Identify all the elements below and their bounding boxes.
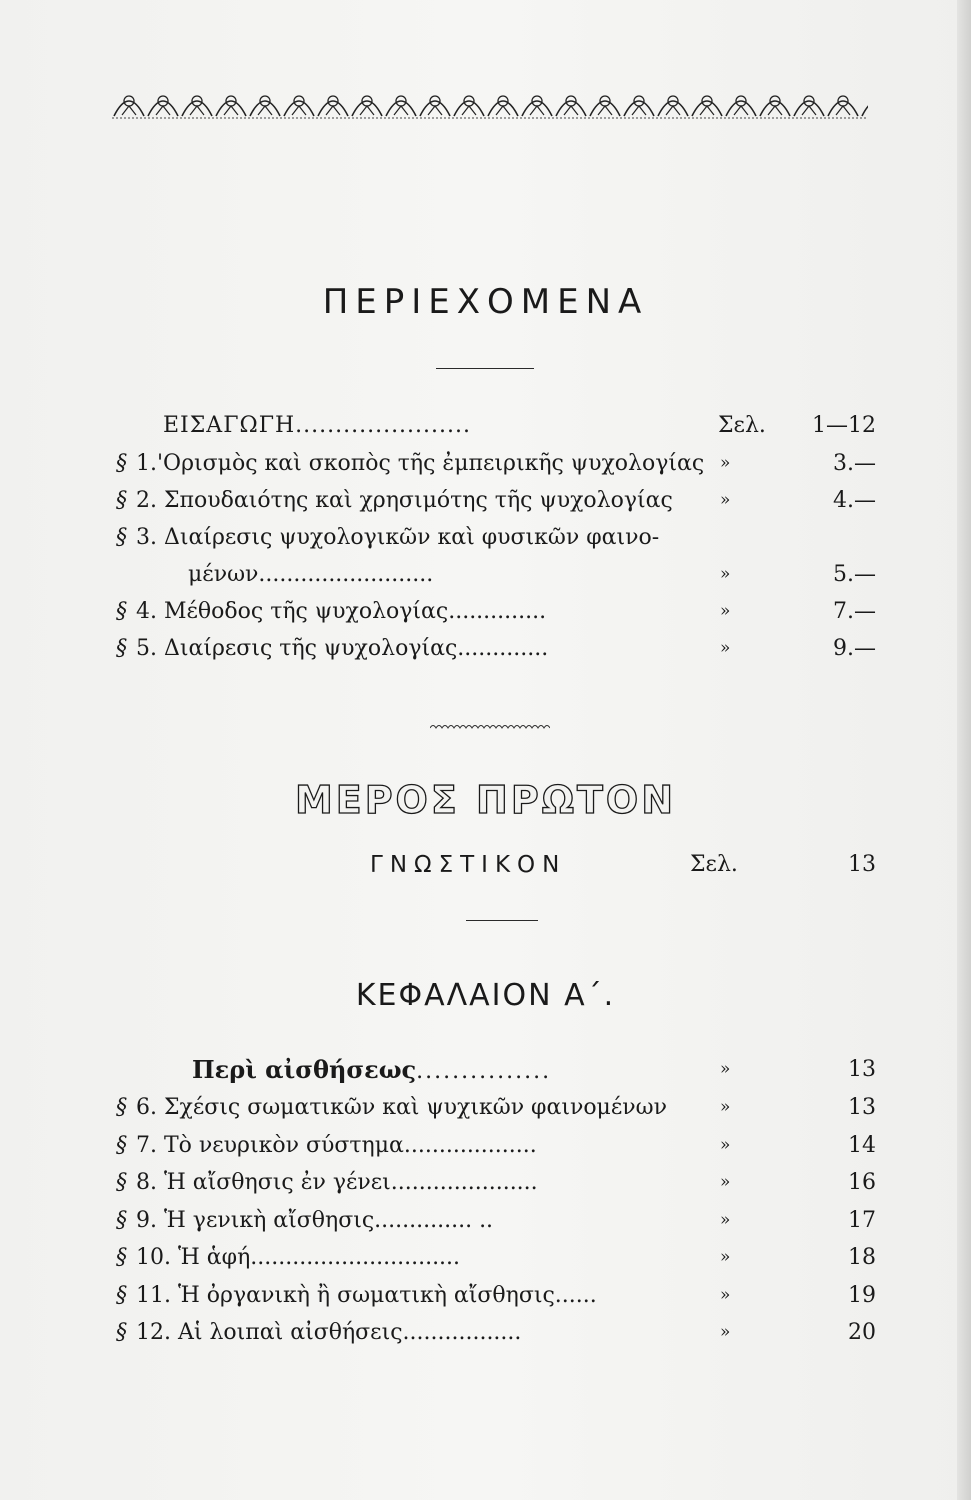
toc-row [0, 1203, 971, 1239]
ditto-mark: » [720, 1284, 731, 1305]
ornament-motif [692, 96, 722, 116]
section-sign: § [116, 1320, 127, 1345]
page-number: 3.— [833, 451, 876, 476]
intro-label: ΕΙΣΑΓΩΓΗ...................... [163, 413, 471, 438]
ornament-motif [148, 96, 178, 116]
toc-row [0, 520, 971, 556]
toc-entry-text: 5. Διαίρεσις τῆς ψυχολογίας............. [136, 636, 549, 661]
ditto-mark: » [720, 601, 731, 621]
ornament-motif [216, 96, 246, 116]
toc-entry-text: 6. Σχέσις σωματικῶν καὶ ψυχικῶν φαινομένων [136, 1095, 667, 1120]
ditto-mark: » [720, 564, 731, 584]
page-number: 19 [848, 1282, 876, 1308]
section-sign: § [116, 525, 127, 550]
part-rule [466, 920, 538, 921]
page-number: 16 [848, 1170, 876, 1195]
page-number: 18 [848, 1245, 876, 1270]
ornament-motif [488, 96, 518, 116]
ditto-mark: » [720, 1134, 731, 1155]
toc-entry-text: 8. Ἡ αἴσθησις ἐν γένει..................... [136, 1170, 538, 1195]
section-sign: § [116, 1282, 127, 1308]
toc-row [0, 557, 971, 593]
page-number: 5.— [833, 562, 876, 587]
chapter-heading-mark: » [720, 1059, 731, 1079]
ornament-motif [726, 96, 756, 116]
toc-row [0, 1165, 971, 1201]
chapter-heading-page: 13 [848, 1057, 876, 1082]
page-number: 14 [848, 1132, 876, 1158]
ornament-motif [250, 96, 280, 116]
toc-entry-text: 2. Σπουδαιότης καὶ χρησιμότης τῆς ψυχολογίας [136, 488, 673, 513]
section-sign: § [116, 1207, 127, 1233]
ornament-motif [420, 96, 450, 116]
ornament-motif [828, 96, 858, 116]
title-rule [436, 368, 534, 369]
ornament-motif [658, 96, 688, 116]
ditto-mark: » [720, 638, 731, 658]
ornament-motif [352, 96, 382, 116]
ditto-mark: » [720, 1322, 731, 1342]
ornament-motif [386, 96, 416, 116]
intro-pages: 1—12 [812, 413, 876, 438]
ornament-motif [454, 96, 484, 116]
ornament-motif [318, 96, 348, 116]
ditto-mark: » [720, 1172, 731, 1192]
toc-row [0, 631, 971, 667]
section-sign: § [116, 599, 127, 624]
page-number: 7.— [833, 599, 876, 624]
page-number: 9.— [833, 636, 876, 661]
ditto-mark: » [720, 1247, 731, 1267]
ditto-mark: » [720, 1209, 731, 1230]
toc-row [0, 1315, 971, 1351]
section-sign: § [116, 1132, 127, 1158]
ornament-motif [284, 96, 314, 116]
ditto-mark: » [720, 1097, 731, 1117]
chapter-heading-text: Περὶ αἰσθήσεως [192, 1055, 417, 1084]
ornament-motif [590, 96, 620, 116]
ornament-motif [794, 96, 824, 116]
section-sign: § [116, 636, 127, 661]
toc-row [0, 1128, 971, 1164]
part-title: ΜΕΡΟΣ ΠΡΩΤΟΝ [294, 778, 677, 822]
toc-entry-text: 11. Ἡ ὀργανικὴ ἢ σωματικὴ αἴσθησις...... [136, 1282, 597, 1308]
ornament-motif [760, 96, 790, 116]
ornament-motif [114, 96, 144, 116]
ditto-mark: » [720, 490, 731, 510]
page-number: 20 [848, 1320, 876, 1345]
page-number: 13 [848, 1095, 876, 1120]
toc-entry-text: 3. Διαίρεσις ψυχολογικῶν καὶ φυσικῶν φαινο- [136, 525, 660, 550]
toc-row [0, 483, 971, 519]
chapter-heading [192, 1052, 551, 1090]
section-sign: § [116, 451, 127, 476]
page-title: ΠΕΡΙΕΧΟΜΕΝΑ [322, 282, 649, 322]
toc-row [0, 594, 971, 630]
ornament-motif [182, 96, 212, 116]
toc-entry-text: 9. Ἡ γενικὴ αἴσθησις.............. .. [136, 1207, 494, 1233]
ornament-motif [862, 96, 868, 116]
part-subtitle: ΓΝΩΣΤΙΚΟΝ [370, 852, 567, 878]
intro-row [0, 408, 971, 444]
ornament-motif [556, 96, 586, 116]
ornament-motif [522, 96, 552, 116]
toc-entry-text: 1.'Ορισμὸς καὶ σκοπὸς τῆς ἐμπειρικῆς ψυχολογίας [136, 451, 705, 476]
part-sel: Σελ. [690, 852, 738, 877]
toc-entry-text: μένων......................... [188, 562, 434, 587]
toc-entry-text: 12. Αἱ λοιπαὶ αἰσθήσεις................. [136, 1320, 522, 1345]
page-number: 17 [848, 1207, 876, 1233]
part-page: 13 [848, 852, 876, 877]
chapter-title: ΚΕΦΑΛΑΙΟΝ Α΄. [355, 978, 616, 1013]
ornament-motif [624, 96, 654, 116]
chapter-heading-row [0, 1052, 971, 1088]
toc-row [0, 1240, 971, 1276]
section-sign: § [116, 1245, 127, 1270]
ditto-mark: » [720, 453, 731, 473]
section-sign: § [116, 488, 127, 513]
toc-entry-text: 10. Ἡ ἁφή.............................. [136, 1245, 461, 1270]
toc-row [0, 446, 971, 482]
intro-sel: Σελ. [718, 413, 766, 438]
section-sign: § [116, 1095, 127, 1120]
chapter-heading-dots: ............... [416, 1059, 552, 1084]
toc-entry-text: 7. Τὸ νευρικὸν σύστημα................... [136, 1132, 537, 1158]
toc-row [0, 1090, 971, 1126]
ornament-border [112, 84, 868, 124]
wavy-divider [430, 722, 550, 734]
section-sign: § [116, 1170, 127, 1195]
toc-row [0, 1278, 971, 1314]
toc-entry-text: 4. Μέθοδος τῆς ψυχολογίας.............. [136, 599, 547, 624]
page-number: 4.— [833, 488, 876, 513]
